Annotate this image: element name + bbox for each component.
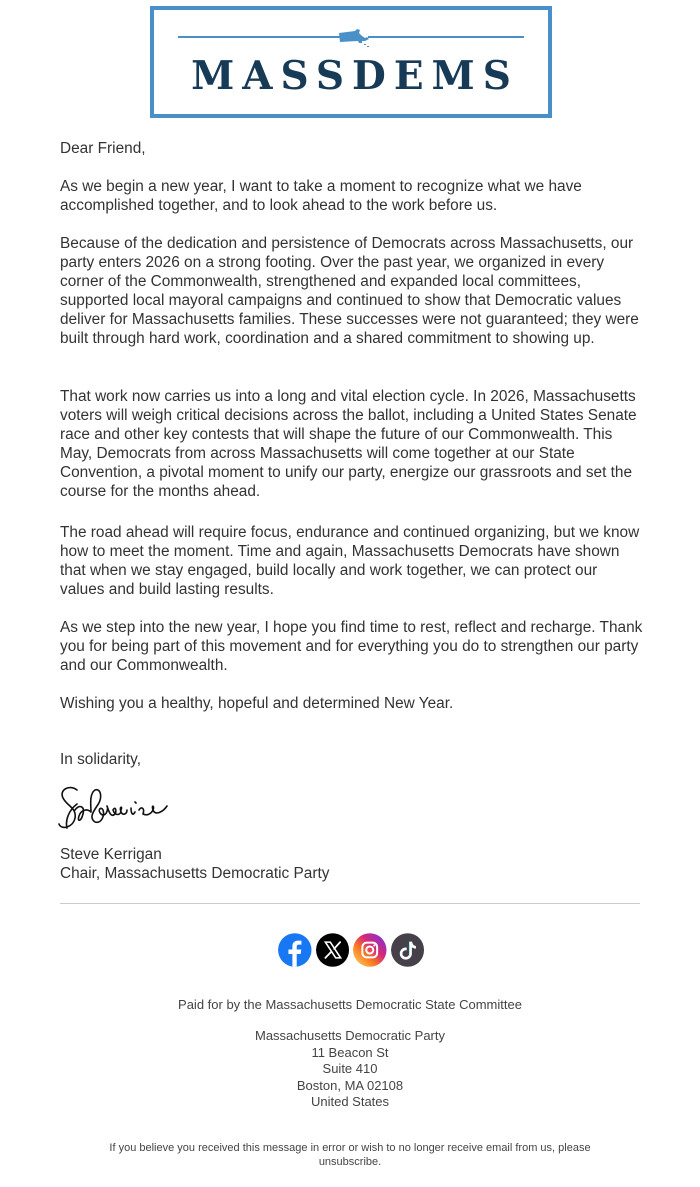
- mailing-address: [0, 1028, 700, 1111]
- logo-wordmark: MASSDEMS: [191, 53, 519, 99]
- x-icon[interactable]: [316, 933, 350, 967]
- paragraph-6: Wishing you a healthy, hopeful and determined New Year.: [60, 695, 454, 712]
- signer-title: Chair, Massachusetts Democratic Party: [60, 865, 330, 882]
- divider: [60, 903, 640, 904]
- instagram-icon[interactable]: [353, 933, 387, 967]
- org-name: Massachusetts Democratic Party: [254, 1028, 445, 1043]
- address-line-2: Suite 410: [322, 1061, 378, 1076]
- city-state-zip: Boston, MA 02108: [296, 1077, 404, 1093]
- logo-rule-right: [368, 36, 524, 38]
- social-links: [278, 933, 424, 967]
- country: United States: [310, 1094, 390, 1109]
- unsubscribe-text: If you believe you received this message in error or wish to no longer receive email from us, please: [109, 1142, 591, 1154]
- unsubscribe-link[interactable]: unsubscribe.: [318, 1155, 382, 1168]
- massachusetts-state-icon: [338, 26, 370, 48]
- paragraph-5: As we step into the new year, I hope you find time to rest, reflect and recharge. Thank you for being part of this movement and for everything you do to strengthen our party and our Commonwealth.: [60, 619, 643, 674]
- paragraph-4: The road ahead will require focus, endurance and continued organizing, but we know how to meet the moment. Time and again, Massachusetts Democrats have shown that when we stay engaged, build locally and work together, we can protect our values and build lasting results.: [60, 524, 640, 598]
- signer-block: [60, 845, 329, 883]
- unsubscribe-notice: [80, 1142, 620, 1169]
- paragraph-2: Because of the dedication and persistence of Democrats across Massachusetts, our party enters 2026 on a strong footing. Over the past year, we organized in every corner of the Commonwealth, strengthened and expanded local committees, supported local mayoral campaigns and continued to show that Democratic values deliver for Massachusetts families. These successes were not guaranteed; they were built through hard work, coordination and a shared commitment to showing up.: [60, 235, 639, 347]
- facebook-icon[interactable]: [278, 933, 312, 967]
- address-line-1: 11 Beacon St: [311, 1044, 389, 1060]
- signature-image: [55, 780, 173, 836]
- closing: In solidarity,: [60, 751, 141, 768]
- logo-rule-left: [178, 36, 342, 38]
- paragraph-1: As we begin a new year, I want to take a moment to recognize what we have accomplished together, and to look ahead to the work before us.: [60, 178, 582, 214]
- tiktok-icon[interactable]: [391, 933, 425, 967]
- paragraph-3: That work now carries us into a long and vital election cycle. In 2026, Massachusetts voters will weigh critical decisions across the ballot, including a United States Senate race and other key contests that will shape the future of our Commonwealth. This May, Democrats from across Massachusetts will come together at our State Convention, a pivotal moment to unify our party, energize our grassroots and set the course for the months ahead.: [60, 388, 637, 500]
- signer-name: Steve Kerrigan: [60, 846, 162, 863]
- greeting: Dear Friend,: [60, 140, 146, 157]
- paid-for-text: Paid for by the Massachusetts Democratic State Committee: [178, 997, 522, 1012]
- massdems-logo[interactable]: [150, 6, 552, 118]
- paid-for-disclaimer: [0, 997, 700, 1014]
